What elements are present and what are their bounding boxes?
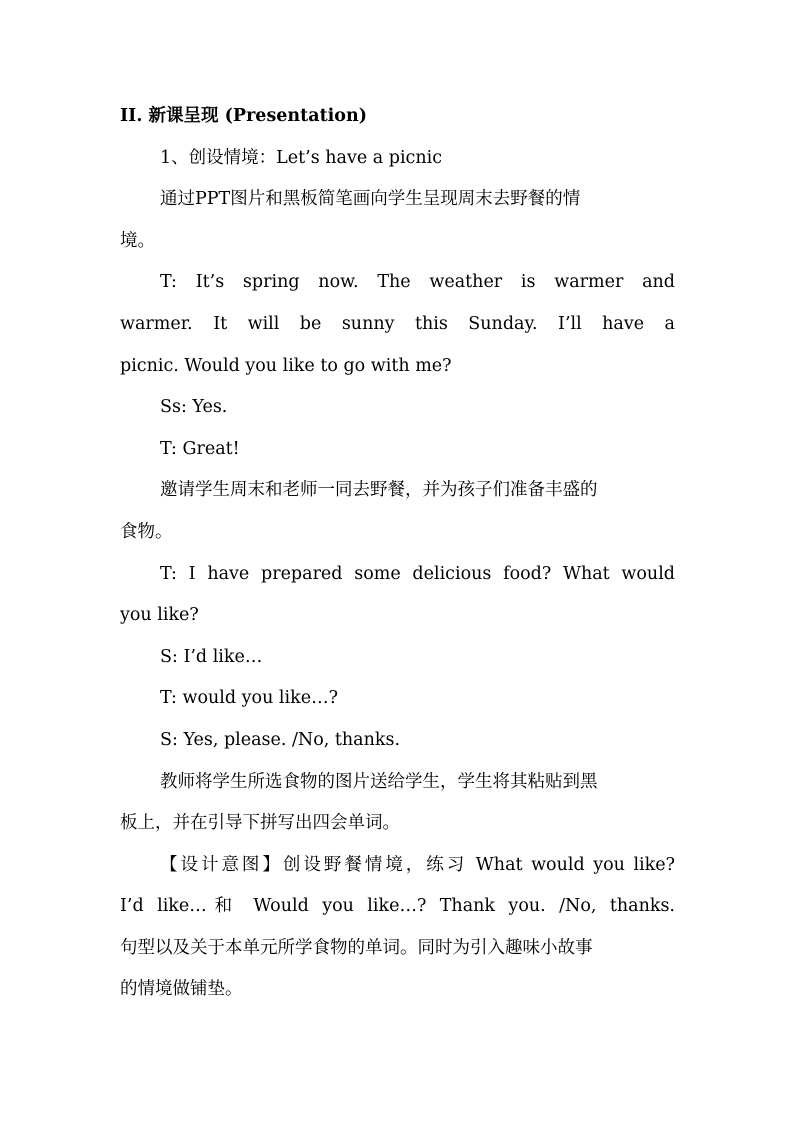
dialogue-line: T: It’s spring now. The weather is warmer and <box>160 272 675 293</box>
paragraph-line: 食物。 <box>120 521 173 542</box>
section-heading: II. 新课呈现 (Presentation) <box>120 106 367 126</box>
paragraph-line: 通过PPT图片和黑板简笔画向学生呈现周末去野餐的情 <box>160 189 581 210</box>
dialogue-line: T: Great! <box>160 438 240 459</box>
design-intent-line: I’d like…和 Would you like…? Thank you. /No, thanks. <box>120 896 675 917</box>
dialogue-line: Ss: Yes. <box>160 397 228 418</box>
paragraph-line: 境。 <box>120 230 155 251</box>
design-intent-line: 【设计意图】创设野餐情境，练习 What would you like? <box>160 854 675 875</box>
design-intent-line: 句型以及关于本单元所学食物的单词。同时为引入趣味小故事 <box>120 937 593 958</box>
step-title: 1、创设情境：Let’s have a picnic <box>160 147 443 168</box>
document-page <box>120 96 675 1011</box>
dialogue-line: T: would you like…? <box>160 688 338 709</box>
dialogue-line: S: I’d like… <box>160 646 263 667</box>
dialogue-line: you like? <box>120 605 199 626</box>
paragraph-line: 邀请学生周末和老师一同去野餐，并为孩子们准备丰盛的 <box>160 480 598 501</box>
design-intent-line: 的情境做铺垫。 <box>120 979 243 1000</box>
dialogue-line: T: I have prepared some delicious food? What would <box>160 563 675 584</box>
paragraph-line: 板上，并在引导下拼写出四会单词。 <box>120 813 400 834</box>
dialogue-line: warmer. It will be sunny this Sunday. I’ll have a <box>120 313 675 334</box>
dialogue-line: S: Yes, please. /No, thanks. <box>160 729 401 750</box>
paragraph-line: 教师将学生所选食物的图片送给学生，学生将其粘贴到黑 <box>160 771 598 792</box>
dialogue-line: picnic. Would you like to go with me? <box>120 355 452 376</box>
